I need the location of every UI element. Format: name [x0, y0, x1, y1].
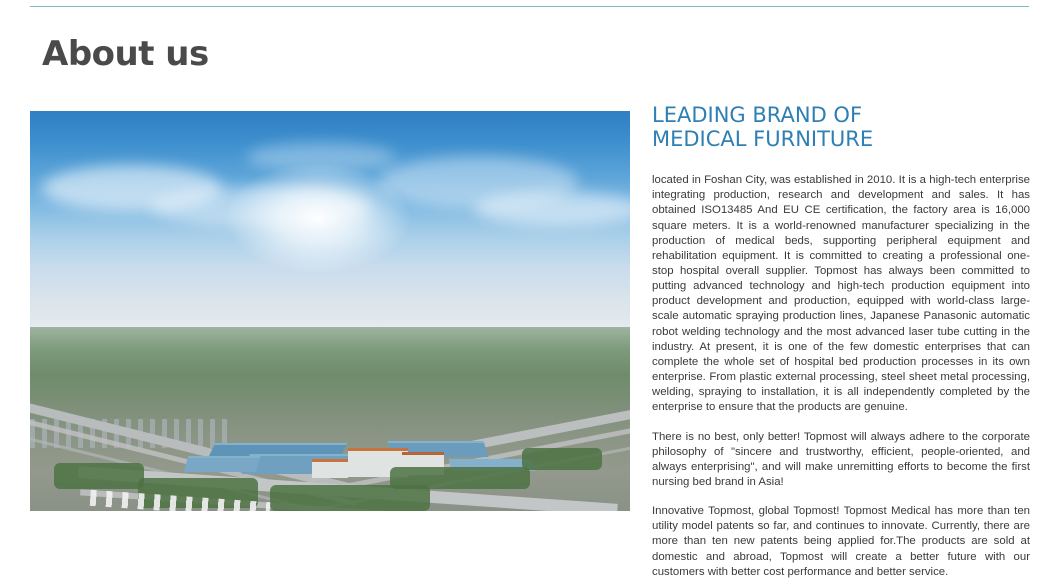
headline-line-2: MEDICAL FURNITURE: [652, 126, 874, 151]
office-building: [312, 459, 348, 478]
tree-cluster: [522, 448, 602, 470]
paragraph: located in Foshan City, was established in 2010. It is a high-tech enterprise integrating production, research and development and sales. It has obtained ISO13485 And EU CE certification, the factory area is 16,000 square meters. It is a world-renowned manufacturer specializing in the production of medical beds, supporting peripheral equipment and rehabilitation equipment. It is committed to creating a professional one-stop hospital overall supplier. Topmost has always been committed to putting advanced technology and high-tech production equipment into product development and production, equipped with world-class large-scale automatic spraying production lines, Japanese Panasonic automatic robot welding technology and the most advanced laser tube cutting in the industry. At present, it is one of the few domestic enterprises that can complete the whole set of hospital bed production processes in its own enterprise. From plastic external processing, steel sheet metal processing, welding, spraying to installation, it is all independently completed by the enterprise to ensure that the products are genuine.: [652, 174, 1030, 414]
cloud-shape: [246, 142, 396, 172]
headline: [652, 104, 1030, 151]
headline-line-1: LEADING BRAND OF: [652, 103, 863, 127]
about-text-column: [652, 104, 1030, 580]
paragraph: There is no best, only better! Topmost will always adhere to the corporate philosophy of "sincere and trustworthy, efficient, people-oriented, and always enterprising", and will make unremitting efforts to become the first nursing bed brand in Asia!: [652, 430, 1030, 488]
factory-roof: [183, 456, 260, 472]
tree-cluster: [270, 485, 430, 511]
cloud-shape: [150, 187, 370, 227]
top-divider: [30, 6, 1029, 7]
cloud-shape: [474, 192, 630, 226]
page-title: About us: [42, 34, 209, 74]
paragraph: Innovative Topmost, global Topmost! Topmost Medical has more than ten utility model patents so far, and continues to innovate. Currently, there are more than ten new patents being applied for.The products are sold at domestic and abroad, Topmost will create a better future with our customers with better cost performance and better service.: [652, 505, 1030, 578]
body-text: [652, 173, 1030, 580]
company-aerial-photo: [30, 111, 630, 511]
photo-ground: [30, 327, 630, 511]
tree-cluster: [54, 463, 144, 489]
